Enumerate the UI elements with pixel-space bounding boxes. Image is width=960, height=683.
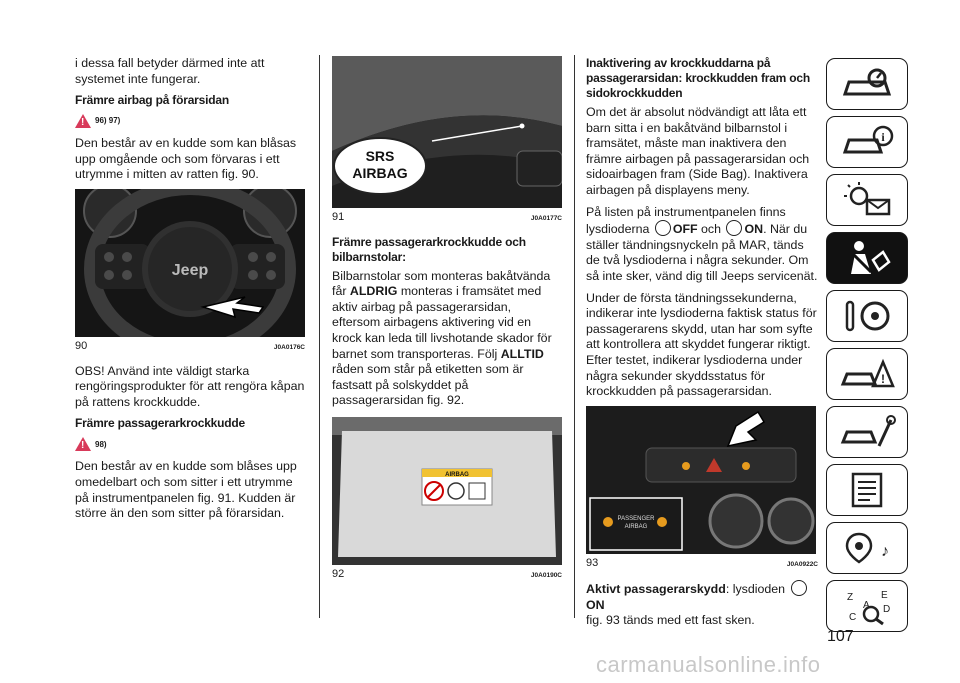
index-icon: [837, 586, 897, 626]
airbag-label: AIRBAG: [352, 165, 408, 181]
dashboard-photo: [332, 56, 562, 208]
tab-warning-lights[interactable]: [826, 174, 908, 226]
paragraph: Under de första tändningssekunderna, indikerar inte lysdioderna faktisk status för passagerarens skydd, utan har som syfte att kontrollera att skyddet fungerar riktigt. Efter testet, indikerar lysdioderna under några sekunder skyddsstatus för krockkudden på passagerarsidan.: [586, 290, 817, 399]
watermark: carmanualsonline.info: [596, 652, 821, 677]
tab-safety[interactable]: [826, 232, 908, 284]
passenger-airbag-on-icon: [726, 220, 742, 236]
paragraph: Den består av en kudde som kan blåsas upp omgående och som förvaras i ett utrymme i mitten av ratten fig. 90.: [75, 136, 297, 182]
figure-91-dashboard: [332, 56, 562, 208]
warning-reference: [75, 112, 305, 130]
paragraph: OBS! Använd inte väldigt starka rengöringsprodukter för att rengöra kåpan på rattens krockkudde.: [75, 363, 305, 409]
heading-deactivation: Inaktivering av krockkuddarna på passagerarsidan: krockkudden fram och sidokrockkudden: [586, 56, 811, 100]
warning-triangle-icon: [75, 437, 91, 451]
car-info-icon: [837, 122, 897, 162]
figure-code: J0A0922C: [786, 560, 818, 568]
tab-technical-data[interactable]: [826, 464, 908, 516]
svg-text:D: D: [883, 604, 891, 615]
sun-visor-photo: [332, 417, 562, 565]
multimedia-icon: [837, 528, 897, 568]
passenger-airbag-off-icon: [655, 220, 671, 236]
safety-seatbelt-icon: [837, 238, 897, 278]
srs-label: SRS: [365, 148, 395, 164]
svg-text:♪: ♪: [881, 543, 889, 560]
figure-92-sun-visor: [332, 417, 562, 565]
tab-dashboard[interactable]: [826, 58, 908, 110]
paragraph: Bilbarnstolar som monteras bakåtvända får ALDRIG monteras i framsätet med aktiv airbag på passagerarsidan, eftersom airbagens aktivering vid en krock kan leda till livshotande skador för barnet som transporteras. Följ ALLTID råden som står på etiketten som är fastsatt på solskyddet på passagerarsidan fig. 92.: [332, 268, 552, 408]
column-divider: [574, 55, 575, 618]
tab-starting-driving[interactable]: [826, 290, 908, 342]
figure-90-steering-wheel: [75, 189, 305, 337]
page-number: 107: [827, 628, 854, 645]
column-2: [332, 56, 562, 592]
figure-caption: [586, 556, 818, 573]
car-dashboard-icon: [837, 64, 897, 104]
figure-caption: [332, 567, 562, 584]
figure-caption: [75, 339, 305, 356]
technical-data-icon: [837, 470, 897, 510]
jeep-logo: Jeep: [171, 261, 209, 279]
tab-emergency[interactable]: [826, 348, 908, 400]
tab-maintenance[interactable]: [826, 406, 908, 458]
paragraph: Om det är absolut nödvändigt att låta ett barn sitta i en bakåtvänd bilbarnstol i framsätet, måste man inaktivera den främre airbagen på passagerarsidan och sidoairbagen fram (Side Bag). Inaktivera airbagen på displayens meny.: [586, 105, 810, 197]
paragraph: Den består av en kudde som blåses upp omedelbart och som sitter i ett utrymme på instrumentpanelen fig. 91. Kudden är större än den som sitter på förarsidan.: [75, 459, 297, 521]
svg-text:i: i: [881, 130, 885, 144]
figure-number: 91: [332, 211, 345, 223]
figure-code: J0A0190C: [530, 571, 562, 579]
warning-triangle-icon: [75, 114, 91, 128]
tab-multimedia[interactable]: [826, 522, 908, 574]
maintenance-icon: [837, 412, 897, 452]
starting-driving-icon: [837, 296, 897, 336]
figure-number: 90: [75, 339, 88, 352]
paragraph: i dessa fall betyder därmed inte att systemet inte fungerar.: [75, 56, 265, 86]
warning-reference: [75, 435, 305, 453]
column-1: [75, 56, 305, 528]
tab-car-info[interactable]: [826, 116, 908, 168]
heading-driver-airbag: Främre airbag på förarsidan: [75, 93, 229, 108]
column-3: [586, 56, 818, 635]
inset-passenger-label: PASSENGER: [617, 515, 655, 522]
heading-passenger-airbag: Främre passagerarkrockkudde: [75, 416, 246, 431]
paragraph: På listen på instrumentpanelen finns lysdioderna OFF och ON. När du ställer tändningsnyckeln på MAR, tänds de två lysdioderna i några sekunder. Om så inte sker, vänd dig till Jeeps servicenät.: [586, 204, 818, 283]
svg-text:C: C: [849, 612, 857, 623]
figure-93-airbag-leds: [586, 406, 816, 554]
warning-lights-icon: [837, 180, 897, 220]
svg-text:!: !: [881, 372, 885, 386]
figure-number: 92: [332, 567, 345, 580]
svg-text:Z: Z: [847, 592, 854, 603]
steering-wheel-photo: [75, 189, 305, 337]
passenger-airbag-on-icon: [791, 580, 807, 596]
column-divider: [319, 55, 320, 618]
emergency-icon: [837, 354, 897, 394]
tab-index[interactable]: [826, 580, 908, 632]
reference-numbers: 98): [95, 439, 107, 449]
figure-code: J0A0177C: [530, 215, 562, 222]
figure-caption: [332, 210, 562, 227]
center-console-photo: [586, 406, 816, 554]
svg-text:E: E: [881, 590, 888, 601]
inset-airbag-label: AIRBAG: [624, 523, 648, 530]
heading-child-seats: Främre passagerarkrockkudde och bilbarnstolar:: [332, 234, 526, 264]
visor-airbag-label: AIRBAG: [445, 471, 469, 478]
svg-text:A: A: [863, 600, 870, 611]
reference-numbers: 96) 97): [95, 116, 121, 126]
figure-code: J0A0176C: [273, 343, 305, 351]
figure-number: 93: [586, 556, 599, 569]
paragraph: Aktivt passagerarskydd: lysdioden ON fig. 93 tänds med ett fast sken.: [586, 580, 818, 629]
